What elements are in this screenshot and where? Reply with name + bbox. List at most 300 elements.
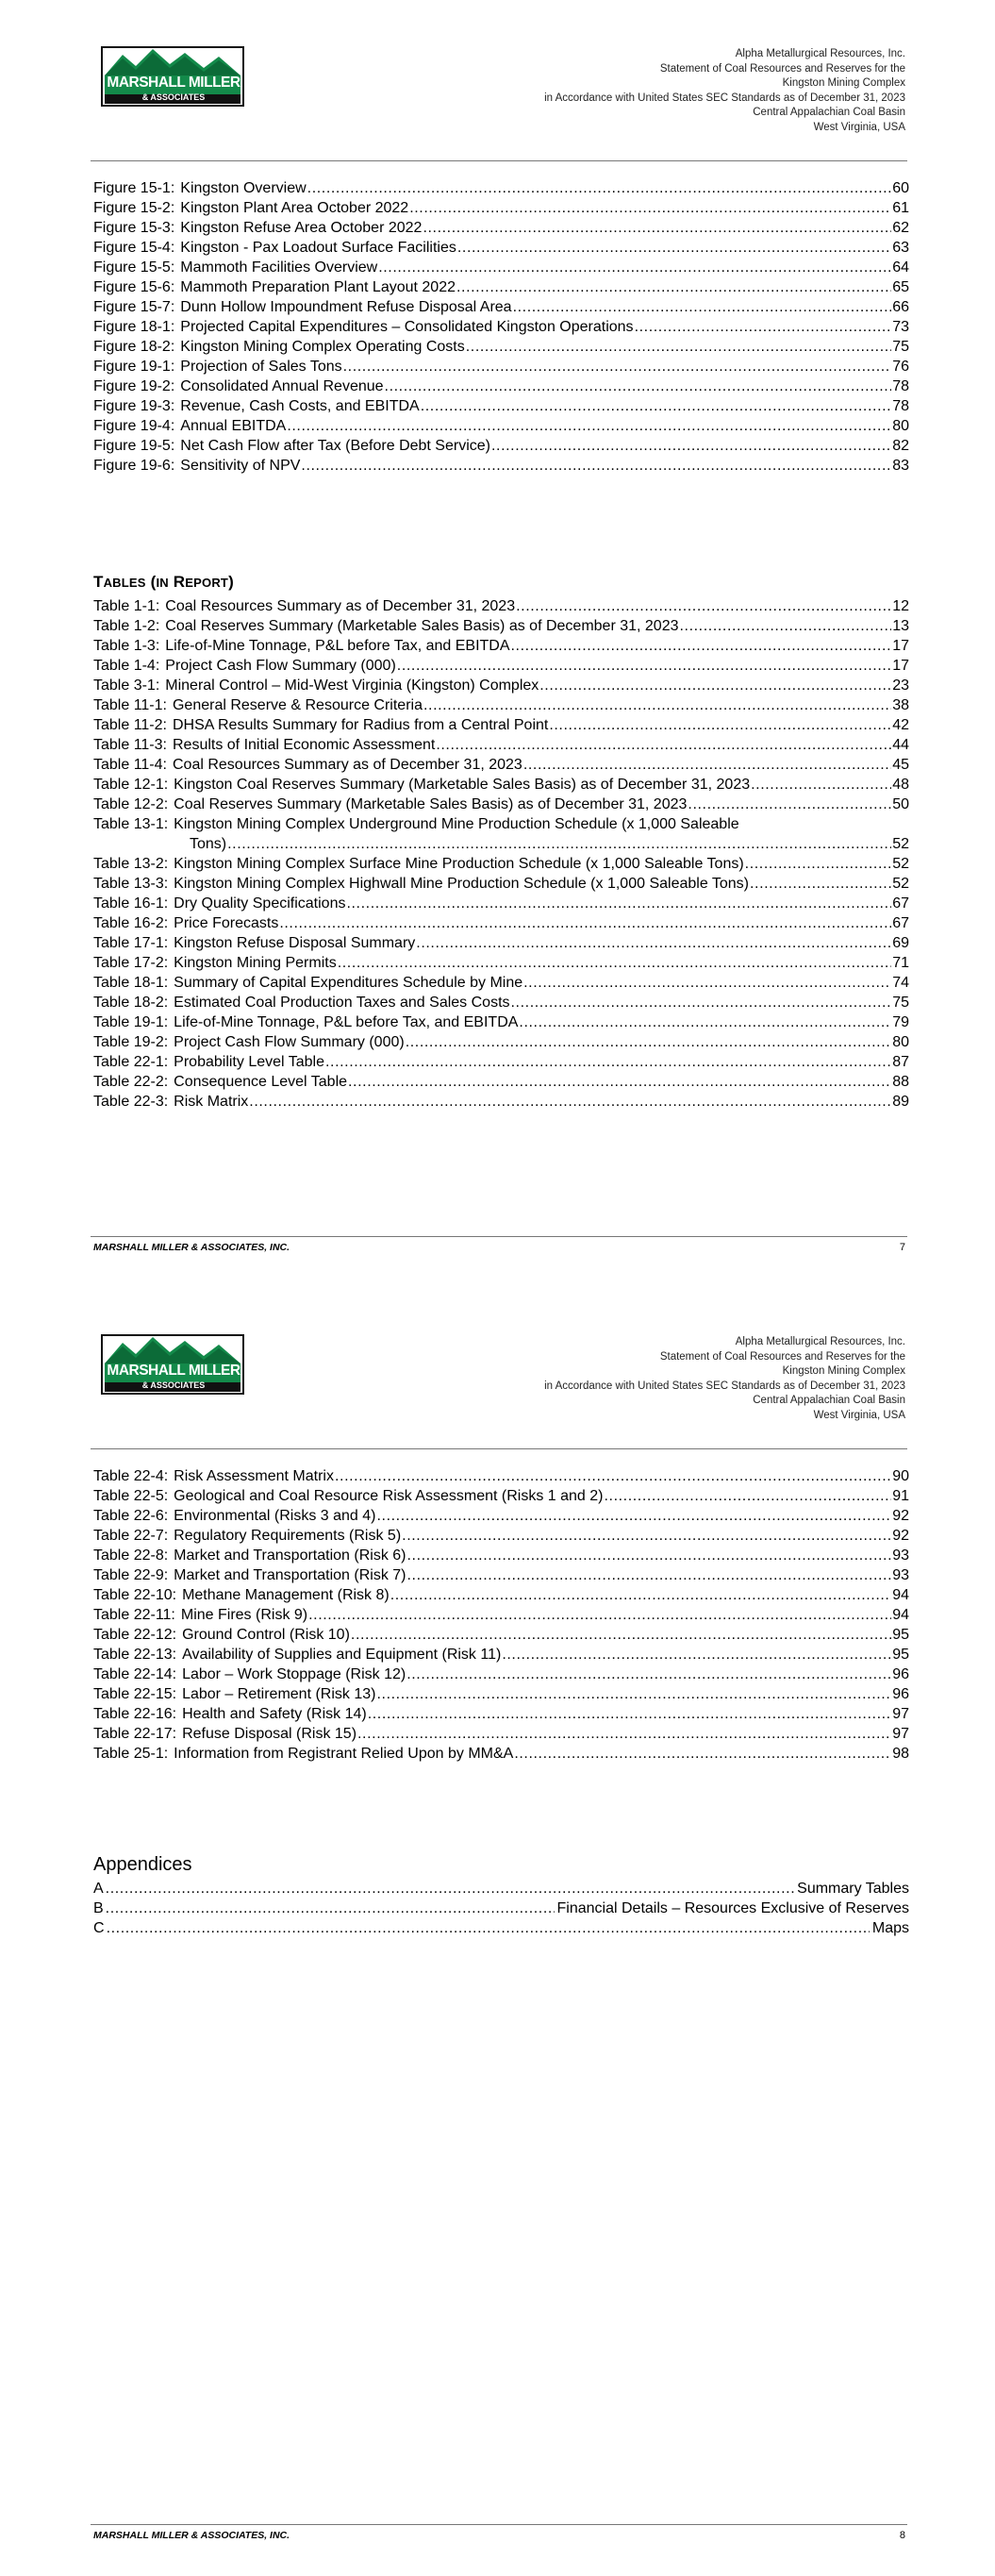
leader-dots (409, 198, 891, 218)
toc-entry-label (93, 258, 378, 277)
toc-entry[interactable] (93, 636, 909, 656)
toc-entry-number: Figure 15-3: (93, 220, 175, 236)
leader-dots (491, 436, 891, 456)
toc-entry[interactable] (93, 277, 909, 297)
toc-entry-page: 62 (892, 220, 909, 236)
toc-entry[interactable] (93, 676, 909, 695)
leader-dots (376, 1684, 891, 1704)
toc-entry-number: Table 22-4: (93, 1468, 169, 1484)
toc-entry[interactable] (93, 616, 909, 636)
leader-dots (287, 416, 891, 436)
toc-entry[interactable] (93, 376, 909, 396)
leader-dots (750, 874, 891, 894)
toc-entry[interactable] (93, 715, 909, 735)
toc-entry[interactable] (93, 178, 909, 198)
toc-entry-title: Net Cash Flow after Tax (Before Debt Service) (180, 438, 490, 454)
toc-entry-label (93, 755, 523, 775)
toc-entry-page: 80 (892, 1034, 909, 1050)
leader-dots (523, 755, 891, 775)
toc-entry-page: 89 (892, 1094, 909, 1110)
toc-entry-page: 92 (892, 1528, 909, 1544)
toc-entry[interactable] (93, 436, 909, 456)
toc-entry[interactable] (93, 1645, 909, 1664)
toc-entry-number: Table 22-9: (93, 1567, 169, 1583)
toc-entry-title: Dry Quality Specifications (174, 895, 346, 912)
leader-dots (423, 695, 891, 715)
leader-dots (680, 616, 892, 636)
toc-entry-label (93, 1744, 514, 1764)
toc-entry-title: Environmental (Risks 3 and 4) (174, 1508, 376, 1524)
leader-dots (106, 1879, 794, 1899)
leader-dots (457, 238, 891, 258)
toc-entry[interactable] (93, 1546, 909, 1565)
leader-dots (407, 1565, 892, 1585)
toc-entry-number: Table 22-16: (93, 1706, 177, 1722)
toc-entry[interactable] (93, 1032, 909, 1052)
toc-entry-title: Consolidated Annual Revenue (180, 378, 384, 394)
toc-entry-label (93, 636, 511, 656)
toc-entry[interactable] (93, 1565, 909, 1585)
toc-entry-number: Table 22-17: (93, 1726, 177, 1742)
tables-heading (93, 572, 909, 593)
appendix-entry[interactable] (93, 1899, 909, 1918)
leader-dots (385, 376, 892, 396)
toc-entry-page: 95 (892, 1627, 909, 1643)
toc-entry-label (93, 178, 307, 198)
toc-entry-title: Kingston Plant Area October 2022 (180, 200, 409, 216)
leader-dots (688, 795, 891, 814)
toc-entry[interactable]: Table 13-1: Kingston Mining Complex Underground Mine Production Schedule (x 1,000 Saleable (93, 816, 739, 832)
toc-entry[interactable] (93, 258, 909, 277)
toc-entry[interactable] (93, 238, 909, 258)
toc-entry-title: Mineral Control – Mid-West Virginia (Kingston) Complex (165, 677, 539, 694)
toc-entry[interactable] (93, 1486, 909, 1506)
leader-dots (325, 1052, 891, 1072)
toc-entry-label (93, 1605, 308, 1625)
toc-entry-title: Mine Fires (Risk 9) (180, 1607, 308, 1623)
mma-logo (98, 42, 249, 111)
toc-entry-page: 96 (892, 1686, 909, 1702)
toc-entry-label (93, 993, 511, 1012)
toc-entry-label (93, 616, 680, 636)
toc-entry-number: Table 12-1: (93, 777, 169, 793)
leader-dots (406, 1032, 892, 1052)
toc-entry[interactable] (93, 1704, 909, 1724)
toc-entry-label (93, 874, 750, 894)
toc-entry-number: Table 12-2: (93, 796, 169, 812)
toc-entry-label (93, 297, 513, 317)
toc-entry-page: 67 (892, 895, 909, 912)
leader-dots (421, 396, 891, 416)
toc-entry-page: 80 (892, 418, 909, 434)
toc-entry[interactable] (93, 1605, 909, 1625)
toc-entry[interactable] (93, 1052, 909, 1072)
appendix-entry[interactable] (93, 1879, 909, 1899)
toc-entry-number: Figure 19-4: (93, 418, 175, 434)
toc-entry-page: 88 (892, 1074, 909, 1090)
header-statement: Statement of Coal Resources and Reserves for the (659, 62, 905, 75)
leader-dots (456, 277, 891, 297)
toc-entry-title: General Reserve & Resource Criteria (172, 697, 423, 713)
toc-entry-page: 52 (892, 856, 909, 872)
toc-entry-title: DHSA Results Summary for Radius from a Central Point (172, 717, 549, 733)
toc-entry-title: Results of Initial Economic Assessment (172, 737, 436, 753)
toc-entry-label (93, 238, 457, 258)
toc-entry-number: Table 22-10: (93, 1587, 177, 1603)
toc-entry-title: Market and Transportation (Risk 7) (174, 1567, 406, 1583)
leader-dots (511, 636, 892, 656)
toc-entry-page: 45 (892, 757, 909, 773)
toc-entry-number: Table 22-8: (93, 1547, 169, 1564)
toc-entry-page: 52 (892, 876, 909, 892)
toc-entry[interactable] (93, 1072, 909, 1092)
figures-list (93, 178, 909, 476)
leader-dots (516, 596, 891, 616)
toc-entry[interactable] (93, 993, 909, 1012)
toc-entry[interactable] (93, 198, 909, 218)
toc-entry-title: Availability of Supplies and Equipment (Risk 11) (182, 1647, 502, 1663)
toc-entry-label (93, 1072, 348, 1092)
toc-entry[interactable] (93, 735, 909, 755)
appendices-section (93, 1852, 909, 1938)
toc-entry-page: 17 (892, 658, 909, 674)
toc-entry-title: Mammoth Facilities Overview (180, 259, 378, 276)
toc-entry[interactable] (93, 337, 909, 357)
toc-entry-title: Kingston Mining Complex Operating Costs (180, 339, 465, 355)
toc-entry[interactable] (93, 357, 909, 376)
leader-dots (368, 1704, 891, 1724)
footer-company: MARSHALL MILLER & ASSOCIATES, INC. (93, 1242, 290, 1253)
toc-entry[interactable] (93, 913, 909, 933)
leader-dots (343, 357, 892, 376)
toc-entry-title: Coal Resources Summary as of December 31, 2023 (172, 757, 522, 773)
toc-entry-number: Table 1-4: (93, 658, 160, 674)
toc-entry[interactable] (93, 416, 909, 436)
toc-entry-label (93, 775, 751, 795)
toc-entry-title: Project Cash Flow Summary (000) (174, 1034, 405, 1050)
header-statement: Statement of Coal Resources and Reserves for the (659, 1350, 905, 1363)
toc-entry[interactable] (93, 1684, 909, 1704)
toc-entry-number: Table 22-2: (93, 1074, 169, 1090)
leader-dots (513, 297, 892, 317)
toc-entry-number: Figure 15-7: (93, 299, 175, 315)
leader-dots (378, 258, 891, 277)
toc-entry-label (93, 357, 343, 376)
toc-entry-title: Projected Capital Expenditures – Consolidated Kingston Operations (180, 319, 634, 335)
toc-entry-title: Kingston - Pax Loadout Surface Facilities (180, 240, 456, 256)
appendix-letter: B (93, 1900, 104, 1916)
toc-entry-label (93, 198, 409, 218)
leader-dots (348, 1072, 891, 1092)
leader-dots (397, 656, 891, 676)
toc-entry-number: Table 22-5: (93, 1488, 169, 1504)
toc-entry-number: Table 22-1: (93, 1054, 169, 1070)
toc-entry-page: 91 (892, 1488, 909, 1504)
toc-entry-number: Table 19-1: (93, 1014, 169, 1030)
toc-entry[interactable] (93, 1526, 909, 1546)
toc-entry-number: Table 22-6: (93, 1508, 169, 1524)
leader-dots (423, 218, 891, 238)
toc-entry-label (93, 1684, 376, 1704)
toc-entry-number: Table 1-2: (93, 618, 160, 634)
toc-entry[interactable] (93, 396, 909, 416)
toc-entry-page: 13 (892, 618, 909, 634)
leader-dots (406, 1664, 891, 1684)
toc-entry-page: 87 (892, 1054, 909, 1070)
toc-entry[interactable] (93, 1664, 909, 1684)
toc-entry-title: Revenue, Cash Costs, and EBITDA (180, 398, 420, 414)
leader-dots (416, 933, 891, 953)
leader-dots (519, 1012, 891, 1032)
toc-entry-label (93, 913, 279, 933)
toc-entry-title: Dunn Hollow Impoundment Refuse Disposal Area (180, 299, 512, 315)
toc-entry-number: Table 18-1: (93, 975, 169, 991)
toc-entry-page: 17 (892, 638, 909, 654)
toc-entry[interactable] (93, 1012, 909, 1032)
appendix-letter: A (93, 1881, 104, 1897)
toc-entry-page: 44 (892, 737, 909, 753)
toc-entry-label (93, 416, 287, 436)
report-header (544, 47, 905, 136)
toc-entry-title: Coal Resources Summary as of December 31, 2023 (165, 598, 516, 614)
toc-entry-page: 79 (892, 1014, 909, 1030)
toc-entry-number: Table 22-3: (93, 1094, 169, 1110)
toc-entry[interactable] (93, 795, 909, 814)
toc-entry-page: 97 (892, 1706, 909, 1722)
toc-entry[interactable] (93, 775, 909, 795)
toc-entry-title: Methane Management (Risk 8) (182, 1587, 390, 1603)
toc-entry-title: Regulatory Requirements (Risk 5) (174, 1528, 402, 1544)
toc-entry-page: 78 (892, 398, 909, 414)
toc-entry[interactable] (93, 1724, 909, 1744)
toc-entry-title: Geological and Coal Resource Risk Assessment (Risks 1 and 2) (174, 1488, 604, 1504)
header-company: Alpha Metallurgical Resources, Inc. (735, 48, 905, 59)
toc-entry[interactable] (93, 218, 909, 238)
toc-entry-number: Table 17-2: (93, 955, 169, 971)
toc-entry-page: 61 (892, 200, 909, 216)
toc-entry-label (93, 317, 635, 337)
toc-entry[interactable] (93, 933, 909, 953)
toc-entry-number: Figure 19-5: (93, 438, 175, 454)
toc-entry-title: Risk Assessment Matrix (174, 1468, 334, 1484)
leader-dots (751, 775, 891, 795)
toc-entry-title: Kingston Mining Permits (174, 955, 337, 971)
toc-entry-number: Figure 15-6: (93, 279, 175, 295)
toc-entry-title: Projection of Sales Tons (180, 359, 342, 375)
toc-entry-page: 93 (892, 1567, 909, 1583)
toc-entry-number: Table 22-12: (93, 1627, 177, 1643)
header-company: Alpha Metallurgical Resources, Inc. (735, 1336, 905, 1347)
appendices-title: Appendices (93, 1854, 192, 1875)
toc-entry-number: Figure 15-5: (93, 259, 175, 276)
leader-dots (308, 1605, 891, 1625)
toc-entry-number: Table 3-1: (93, 677, 160, 694)
report-header (544, 1335, 905, 1424)
toc-entry-page: 95 (892, 1647, 909, 1663)
toc-entry-number: Table 11-3: (93, 737, 167, 753)
toc-entry-number: Figure 15-4: (93, 240, 175, 256)
toc-entry[interactable] (93, 874, 909, 894)
toc-entry-number: Figure 15-1: (93, 180, 175, 196)
toc-entry[interactable] (93, 297, 909, 317)
toc-entry[interactable] (93, 1506, 909, 1526)
footer-company: MARSHALL MILLER & ASSOCIATES, INC. (93, 2530, 290, 2541)
toc-entry-label (93, 436, 491, 456)
page-8 (0, 1288, 995, 2576)
toc-entry-page: 66 (892, 299, 909, 315)
header-location: West Virginia, USA (813, 1409, 905, 1421)
toc-entry-page: 82 (892, 438, 909, 454)
leader-dots (502, 1645, 891, 1664)
toc-entry-title: Market and Transportation (Risk 6) (174, 1547, 406, 1564)
toc-entry[interactable] (93, 1466, 909, 1486)
toc-entry-label (93, 596, 516, 616)
leader-dots (279, 913, 891, 933)
leader-dots (635, 317, 892, 337)
toc-entry-label (93, 1565, 407, 1585)
appendix-letter: C (93, 1920, 105, 1936)
toc-entry-page: 93 (892, 1547, 909, 1564)
header-divider (91, 160, 907, 161)
toc-entry[interactable] (93, 953, 909, 973)
toc-entry-page: 50 (892, 796, 909, 812)
tables-list-continued (93, 1466, 909, 1764)
footer-page-number: 7 (899, 1242, 905, 1253)
toc-entry-page: 76 (892, 359, 909, 375)
footer-divider (91, 2524, 907, 2525)
toc-entry-number: Table 16-2: (93, 915, 169, 931)
header-complex: Kingston Mining Complex (782, 77, 905, 90)
toc-entry-page: 64 (892, 259, 909, 276)
toc-entry[interactable] (93, 456, 909, 476)
footer-page-number: 8 (899, 2530, 905, 2541)
toc-entry-page: 71 (892, 955, 909, 971)
toc-entry[interactable] (93, 854, 909, 874)
toc-entry-label (93, 456, 301, 476)
toc-entry-label (93, 1032, 406, 1052)
toc-entry-title: Life-of-Mine Tonnage, P&L before Tax, and EBITDA (165, 638, 510, 654)
toc-entry-title: Life-of-Mine Tonnage, P&L before Tax, and EBITDA (174, 1014, 519, 1030)
leader-dots (107, 1918, 870, 1938)
toc-entry-page: 75 (892, 339, 909, 355)
toc-entry[interactable] (93, 1744, 909, 1764)
toc-entry-label (93, 715, 549, 735)
toc-entry-title: Kingston Coal Reserves Summary (Marketable Sales Basis) as of December 31, 2023 (174, 777, 751, 793)
toc-entry-page: 67 (892, 915, 909, 931)
toc-entry-page: 94 (892, 1587, 909, 1603)
toc-entry-number: Table 22-7: (93, 1528, 169, 1544)
toc-entry-label (93, 854, 745, 874)
toc-entry-label (93, 795, 688, 814)
toc-entry[interactable] (93, 317, 909, 337)
toc-entry-label (93, 695, 423, 715)
logo-text-bottom: & ASSOCIATES (141, 1380, 206, 1390)
toc-entry-title: Probability Level Table (174, 1054, 324, 1070)
toc-entry-page: 74 (892, 975, 909, 991)
toc-entry-title: Ground Control (Risk 10) (182, 1627, 350, 1643)
toc-entry-page: 83 (892, 458, 909, 474)
toc-entry-page: 63 (892, 240, 909, 256)
toc-entry-label (93, 218, 423, 238)
toc-entry[interactable] (93, 695, 909, 715)
logo-text-top: MARSHALL MILLER (107, 1363, 240, 1379)
leader-dots (407, 1546, 892, 1565)
toc-entry-label (93, 337, 466, 357)
toc-entry-number: Table 13-2: (93, 856, 169, 872)
leader-dots (227, 834, 891, 854)
leader-dots (351, 1625, 891, 1645)
toc-entry-title: Sensitivity of NPV (180, 458, 301, 474)
toc-entry-page: 92 (892, 1508, 909, 1524)
footer-divider (91, 1236, 907, 1237)
toc-entry[interactable] (93, 1585, 909, 1605)
toc-entry-label (93, 1625, 351, 1645)
leader-dots (745, 854, 892, 874)
toc-entry-page: 12 (892, 598, 909, 614)
leader-dots (539, 676, 891, 695)
leader-dots (338, 953, 892, 973)
toc-entry[interactable] (93, 596, 909, 616)
toc-entry-title: Refuse Disposal (Risk 15) (182, 1726, 357, 1742)
appendix-entry[interactable] (93, 1918, 909, 1938)
toc-entry-number: Figure 15-2: (93, 200, 175, 216)
toc-entry[interactable] (93, 894, 909, 913)
appendix-title: Summary Tables (797, 1881, 909, 1897)
toc-entry[interactable] (93, 1625, 909, 1645)
toc-entry-label (93, 953, 338, 973)
toc-entry-page: 73 (892, 319, 909, 335)
toc-entry-number: Figure 19-1: (93, 359, 175, 375)
toc-entry-number: Table 13-3: (93, 876, 169, 892)
toc-entry-label (93, 656, 397, 676)
leader-dots (357, 1724, 891, 1744)
toc-entry[interactable] (93, 1092, 909, 1112)
toc-entry-number: Table 17-1: (93, 935, 169, 951)
toc-entry-label (93, 1664, 406, 1684)
toc-entry-page: 23 (892, 677, 909, 694)
toc-entry-page: 94 (892, 1607, 909, 1623)
toc-entry-title: Kingston Mining Complex Surface Mine Production Schedule (x 1,000 Saleable Tons) (174, 856, 744, 872)
header-location: West Virginia, USA (813, 121, 905, 133)
toc-entry-page: 78 (892, 378, 909, 394)
header-basin: Central Appalachian Coal Basin (753, 1395, 905, 1407)
toc-entry-page: 97 (892, 1726, 909, 1742)
toc-entry-page: 42 (892, 717, 909, 733)
toc-entry-number: Table 11-4: (93, 757, 167, 773)
toc-entry-page: 48 (892, 777, 909, 793)
toc-entry-label (93, 1585, 390, 1605)
toc-entry-label (93, 396, 421, 416)
leader-dots (604, 1486, 891, 1506)
leader-dots (301, 456, 891, 476)
toc-entry-page: 69 (892, 935, 909, 951)
toc-entry-number: Table 19-2: (93, 1034, 169, 1050)
toc-entry-label (93, 277, 456, 297)
toc-entry[interactable] (93, 656, 909, 676)
toc-entry-page: 60 (892, 180, 909, 196)
toc-entry-continued[interactable]: Tons) ..... 52 (93, 834, 909, 854)
toc-entry-label (93, 676, 539, 695)
toc-entry[interactable] (93, 755, 909, 775)
header-divider (91, 1448, 907, 1449)
tables-in-report-title: TABLES (IN REPORT) (93, 573, 234, 591)
leader-dots (511, 993, 892, 1012)
toc-entry-number: Figure 19-3: (93, 398, 175, 414)
toc-entry-title: Labor – Work Stoppage (Risk 12) (182, 1666, 406, 1682)
toc-entry-page: 90 (892, 1468, 909, 1484)
leader-dots (466, 337, 891, 357)
toc-entry[interactable] (93, 973, 909, 993)
